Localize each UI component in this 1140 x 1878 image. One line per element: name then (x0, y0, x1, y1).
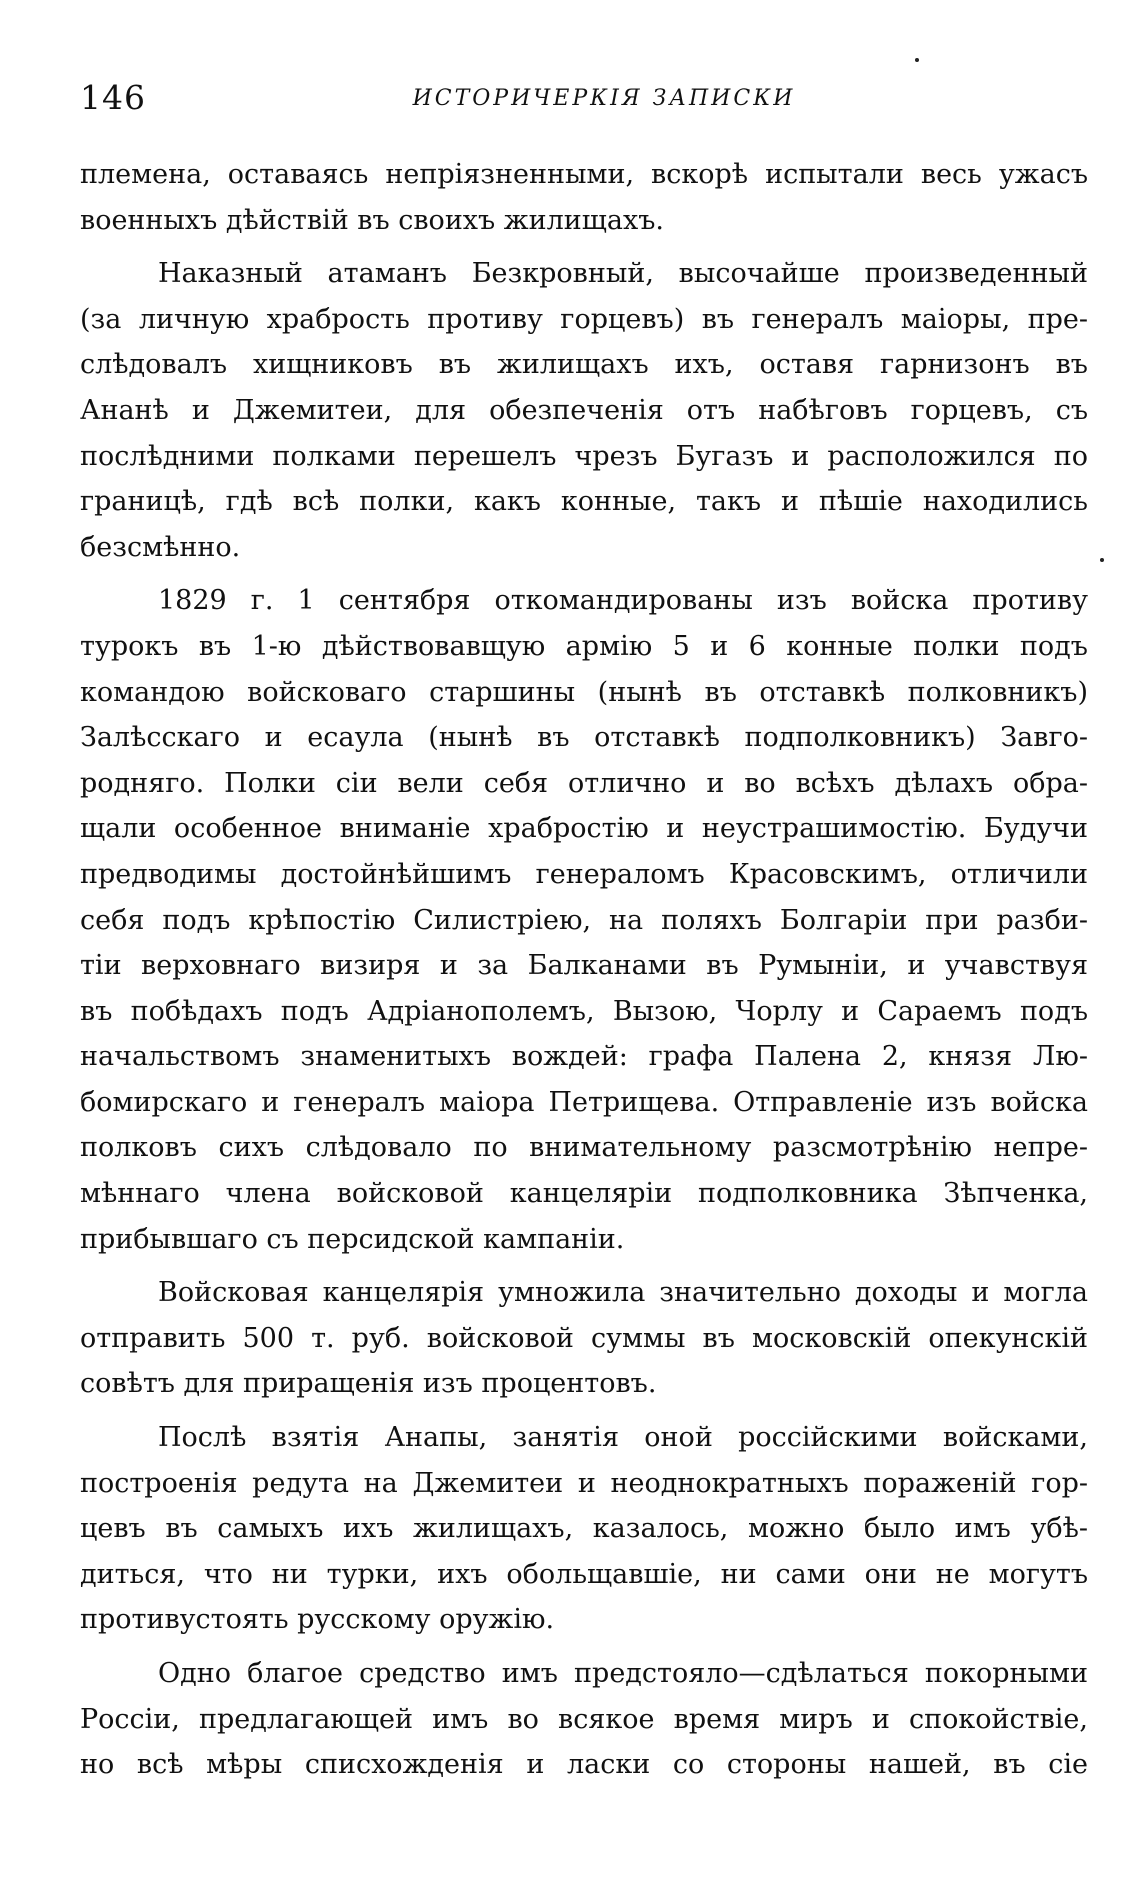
text-line: диться, что ни турки, ихъ обольщавшіе, ни сами они не могутъ (80, 1558, 1088, 1590)
text-line: командою войсковаго старшины (нынѣ въ отставкѣ полковникъ) (80, 676, 1088, 708)
text-line: слѣдовалъ хищниковъ въ жилищахъ ихъ, оставя гарнизонъ въ (80, 349, 1088, 381)
text-line: Россіи, предлагающей имъ во всякое время миръ и спокойствіе, (80, 1703, 1088, 1735)
text-line: (за личную храбрость противу горцевъ) въ генералъ маіоры, пре- (80, 303, 1088, 335)
paragraph (80, 152, 1088, 243)
text-line: цевъ въ самыхъ ихъ жилищахъ, казалось, можно было имъ убѣ- (80, 1513, 1088, 1545)
text-line: бомирскаго и генералъ маіора Петрищева. Отправленіе изъ войска (80, 1086, 1088, 1118)
text-line: построенія редута на Джемитеи и неоднократныхъ пораженій гор- (80, 1467, 1088, 1499)
text-line: прибывшаго съ персидской кампаніи. (80, 1223, 625, 1255)
text-line: отправить 500 т. руб. войсковой суммы въ московскій опекунскій (80, 1322, 1088, 1354)
text-line: границѣ, гдѣ всѣ полки, какъ конные, такъ и пѣшіе находились (80, 486, 1088, 518)
paragraph (80, 1415, 1088, 1643)
text-line: въ побѣдахъ подъ Адріанополемъ, Вызою, Чорлу и Сараемъ подъ (80, 995, 1088, 1027)
paragraph (80, 1651, 1088, 1788)
text-line: племена, оставаясь непріязненными, вскорѣ испытали весь ужасъ (80, 159, 1088, 190)
text-line: предводимы достойнѣйшимъ генераломъ Красовскимъ, отличили (80, 858, 1088, 890)
ink-speck (915, 58, 919, 62)
text-line: Войсковая канцелярія умножила значительно доходы и могла (158, 1277, 1088, 1309)
body-text (80, 152, 1088, 1788)
text-line: Наказный атаманъ Безкровный, высочайше произведенный (158, 258, 1088, 290)
text-line: родняго. Полки сіи вели себя отлично и во всѣхъ дѣлахъ обра- (80, 767, 1088, 799)
text-line: совѣтъ для приращенія изъ процентовъ. (80, 1368, 657, 1400)
ink-speck (1100, 558, 1104, 562)
text-line: безсмѣнно. (80, 531, 241, 563)
running-title: ИСТОРИЧЕРКІЯ ЗАПИСКИ (412, 86, 796, 111)
paragraph (80, 251, 1088, 570)
text-line: себя подъ крѣпостію Силистріею, на поляхъ Болгаріи при разби- (80, 904, 1088, 936)
text-line: но всѣ мѣры списхожденія и ласки со стороны нашей, въ сіе (80, 1749, 1088, 1781)
text-line: мѣннаго члена войсковой канцеляріи подполковника Зѣпченка, (80, 1178, 1088, 1210)
text-line: турокъ въ 1-ю дѣйствовавщую армію 5 и 6 конные полки подъ (80, 630, 1088, 662)
text-line: Залѣсскаго и есаула (нынѣ въ отставкѣ подполковникъ) Завго- (80, 722, 1088, 754)
text-line: 1829 г. 1 сентября откомандированы изъ войска противу (158, 585, 1088, 617)
text-line: полковъ сихъ слѣдовало по внимательному разсмотрѣнію непре- (80, 1132, 1088, 1164)
text-line: Одно благое средство имъ предстояло—сдѣлаться покорными (158, 1658, 1088, 1689)
text-line: Ананѣ и Джемитеи, для обезпеченія отъ набѣговъ горцевъ, съ (80, 394, 1088, 426)
text-line: начальствомъ знаменитыхъ вождей: графа Палена 2, князя Лю- (80, 1041, 1088, 1073)
paragraph (80, 578, 1088, 1262)
text-line: военныхъ дѣйствій въ своихъ жилищахъ. (80, 204, 664, 236)
running-head (80, 78, 1088, 122)
book-page (80, 0, 1088, 1878)
text-line: тіи верховнаго визиря и за Балканами въ Румыніи, и учавствуя (80, 950, 1088, 982)
paragraph (80, 1270, 1088, 1407)
text-line: Послѣ взятія Анапы, занятія оной россійскими войсками, (158, 1422, 1088, 1454)
text-line: щали особенное вниманіе храбростію и неустрашимостію. Будучи (80, 813, 1088, 845)
text-line: послѣдними полками перешелъ чрезъ Бугазъ и расположился по (80, 440, 1088, 472)
page-number: 146 (80, 78, 146, 117)
text-line: противустоять русскому оружію. (80, 1604, 555, 1636)
